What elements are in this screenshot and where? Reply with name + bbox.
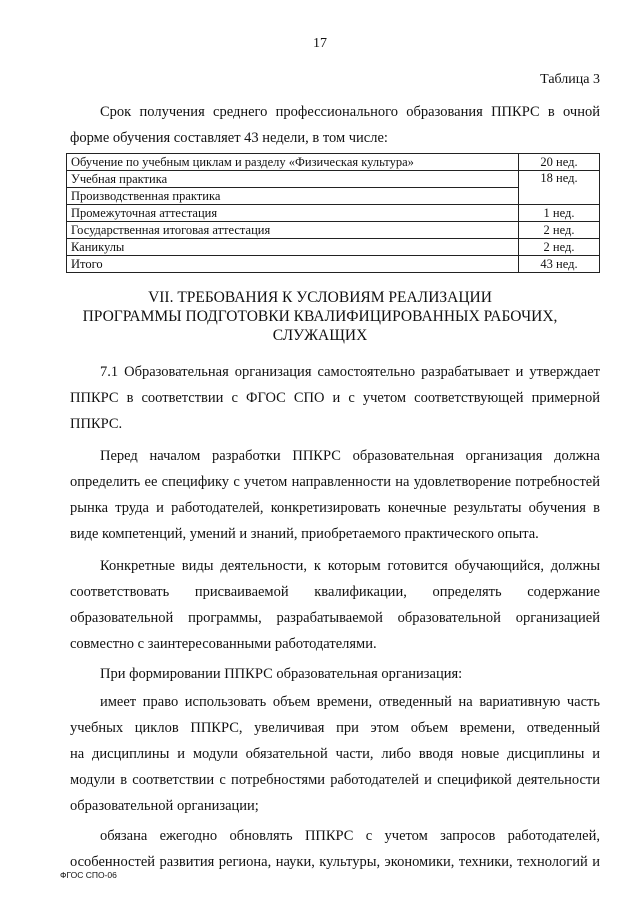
row-label: Государственная итоговая аттестация [67,222,519,239]
footer-label: ФГОС СПО-06 [60,870,117,880]
table-row [67,171,600,188]
body-line: образовательной организации; [70,798,259,814]
row-value: 20 нед. [519,154,600,171]
row-value: 1 нед. [519,205,600,222]
body-line: особенностей развития региона, науки, культуры, экономики, техники, технологий и [70,854,600,870]
body-line: имеет право использовать объем времени, отведенный на вариативную часть [100,694,600,710]
body-line: ППКРС. [70,416,123,432]
body-line: Конкретные виды деятельности, к которым готовится обучающийся, должны [100,558,600,574]
body-line: рынка труда и работодателей, конкретизировать конечные результаты обучения в [70,500,600,516]
body-line: соответствовать присваиваемой квалификации, определять содержание [70,584,600,600]
body-line: определить ее специфику с учетом направленности на удовлетворение потребностей [70,474,600,490]
weeks-table [66,153,600,273]
row-label: Итого [67,256,519,273]
row-label: Каникулы [67,239,519,256]
body-line: ППКРС в соответствии с ФГОС СПО и с учетом соответствующей примерной [70,390,600,406]
body-line: образовательной программы, разрабатываемой образовательной организацией [70,610,600,626]
section-heading-line-2: ПРОГРАММЫ ПОДГОТОВКИ КВАЛИФИЦИРОВАННЫХ РАБОЧИХ, [82,308,558,325]
table-row [67,222,600,239]
row-value: 18 нед. [519,171,600,205]
section-heading-line-3: СЛУЖАЩИХ [272,327,368,344]
row-value: 2 нед. [519,222,600,239]
table-label: Таблица 3 [540,72,600,87]
body-line: совместно с заинтересованными работодателями. [70,636,377,652]
table-row [67,256,600,273]
row-label: Учебная практика [67,171,519,188]
body-line: обязана ежегодно обновлять ППКРС с учетом запросов работодателей, [100,828,600,844]
intro-line-1: Срок получения среднего профессионального образования ППКРС в очной [100,104,600,120]
row-label: Промежуточная аттестация [67,205,519,222]
table-row [67,205,600,222]
intro-line-2: форме обучения составляет 43 недели, в том числе: [70,130,388,146]
row-value: 2 нед. [519,239,600,256]
table-row [67,239,600,256]
table-row [67,154,600,171]
row-label: Обучение по учебным циклам и разделу «Физическая культура» [67,154,519,171]
body-line: учебных циклов ППКРС, увеличивая при этом объем времени, отведенный [70,720,600,736]
body-line: Перед началом разработки ППКРС образовательная организация должна [100,448,600,464]
row-label: Производственная практика [67,188,519,205]
body-line: 7.1 Образовательная организация самостоятельно разрабатывает и утверждает [100,364,600,380]
body-line: виде компетенций, умений и знаний, приобретаемого практического опыта. [70,526,539,542]
body-line: При формировании ППКРС образовательная организация: [100,666,463,682]
body-line: на дисциплины и модули обязательной части, либо вводя новые дисциплины и [70,746,600,762]
body-line: модули в соответствии с потребностями работодателей и спецификой деятельности [70,772,600,788]
page-number: 17 [313,36,327,51]
row-value: 43 нед. [519,256,600,273]
section-heading-line-1: VII. ТРЕБОВАНИЯ К УСЛОВИЯМ РЕАЛИЗАЦИИ [148,289,492,306]
